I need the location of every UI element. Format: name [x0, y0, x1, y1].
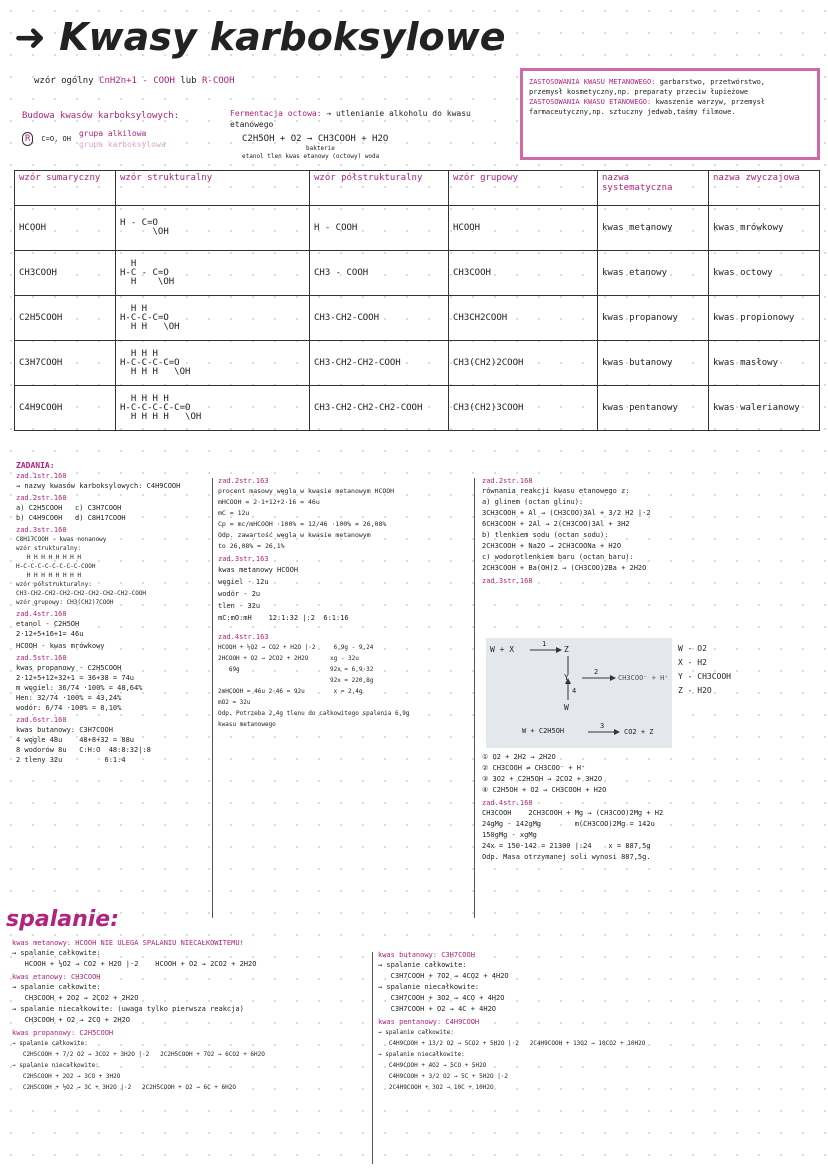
semi-formula: CH3-CH2-COOH — [310, 296, 449, 341]
table-header: nazwa systematyczna — [598, 171, 709, 206]
task-text: C8H17COOH - kwas nonanowy wzór strukturalny: H H H H H H H H H-C-C-C-C-C-C-C-C-COOH H H H H H H H H wzór półstrukturalny: CH3-CH2-CH2-CH2-CH2-CH2-CH2-CH2-COOH wzór grupowy: CH3(CH2)7COOH — [16, 536, 147, 606]
task-text: procent masowy węgla w kwasie metanowym HCOOH mHCOOH = 2·1+12+2·16 = 46u mC = 12u Cp = mc/mHCOOH ·100% = 12/46 ·100% = 26,08% Odp. zawartość węgla w kwasie metanowym to 26,08% ≈ 26,1% — [218, 487, 395, 550]
table-header: wzór półstrukturalny — [310, 171, 449, 206]
burning-heading: kwas metanowy: HCOOH NIE ULEGA SPALANIU NIECAŁKOWITEMU! — [12, 939, 244, 947]
burning-heading: kwas etanowy: CH3COOH — [12, 973, 101, 981]
task-text: HCOOH + ½O2 → CO2 + H2O |·2 6,9g - 9,24 2HCOOH + O2 → 2CO2 + 2H2O xg - 32u 69g 92x = 6,9·32 92x = 220,8g 2mHCOOH = 46u 2·46 = 92u x = 2,4g mO2 = 32u Odp. Potrzeba 2,4g tlenu do całkowitego spalenia 6,9g kwasu metanowego — [218, 644, 410, 728]
table-row — [15, 386, 820, 431]
task-heading: zad.3str.163 — [218, 555, 269, 563]
task-heading: zad.4str.160 — [16, 610, 67, 618]
burning-text: → spalanie całkowite: HCOOH + ½O2 → CO2 + H2O |·2 HCOOH + O2 → 2CO2 + 2H2O — [12, 949, 257, 968]
sum-formula: CH3COOH — [15, 251, 116, 296]
table-row — [15, 296, 820, 341]
reaction-scheme-image: W + X 1 Z Y 2 CH3COO⁻ + H⁺ 4 W W + C2H5OH 3 CO2 + Z — [486, 638, 672, 748]
page-title: ➜ Kwasy karboksylowe — [14, 15, 506, 59]
common-name: kwas mrówkowy — [709, 206, 820, 251]
systematic-name: kwas butanowy — [598, 341, 709, 386]
sum-formula: C4H9COOH — [15, 386, 116, 431]
arrow-icon: ➜ — [14, 15, 46, 59]
tasks-heading: ZADANIA: — [16, 461, 55, 470]
group-formula: CH3CH2COOH — [449, 296, 598, 341]
common-name: kwas propionowy — [709, 296, 820, 341]
acids-table — [14, 170, 820, 431]
burning-text: → spalanie całkowite: C3H7COOH + 7O2 → 4CO2 + 4H2O → spalanie niecałkowite: C3H7COOH + 3O2 → 4CO + 4H2O C3H7COOH + O2 → 4C + 4H2O — [378, 961, 509, 1013]
semi-formula: CH3-CH2-CH2-CH2-COOH — [310, 386, 449, 431]
burning-text: → spalanie całkowite: CH3COOH + 2O2 → 2CO2 + 2H2O → spalanie niecałkowite: (uwaga tylko pierwsza reakcja) CH3COOH + O2 → 2CO + 2H2O — [12, 983, 244, 1024]
scheme-answers: W - O2 X - H2 Y - CH3COOH Z - H2O — [678, 644, 731, 695]
carboxyl-fragment: C=O, OH — [41, 135, 71, 143]
task-text: kwas propanowy - C2H5COOH 2·12+5+12+32+1 = 36+38 = 74u m węgiel: 36/74 ·100% = 48,64% Hen: 32/74 ·100% = 43,24% wodór: 6/74 ·100% = 8,10% — [16, 664, 143, 712]
build-title: Budowa kwasów karboksylowych: — [22, 111, 180, 121]
task-text: kwas butanowy: C3H7COOH 4 węgle 48u 48+8+32 = 88u 8 wodorów 8u C:H:O 48:8:32|:8 2 tleny 32u 6:1:4 — [16, 726, 151, 764]
tasks-column-2 — [218, 476, 470, 732]
task-heading: zad.6str.160 — [16, 716, 67, 724]
task-text: HCOOH - kwas mrówkowy — [16, 642, 105, 650]
systematic-name: kwas pentanowy — [598, 386, 709, 431]
table-header: wzór strukturalny — [116, 171, 310, 206]
fermentation-note: Fermentacja octowa: → utlenianie alkoholu do kwasu etanowego C2H5OH + O2 → CH3COOH + H2O bakterie etanol tlen kwas etanowy (octowy) woda — [230, 109, 471, 160]
table-header-row — [15, 171, 820, 206]
table-row — [15, 206, 820, 251]
task-heading: zad.4str.168 — [482, 799, 533, 807]
task-heading: zad.2str.168 — [482, 477, 533, 485]
systematic-name: kwas etanowy — [598, 251, 709, 296]
sum-formula: HCOOH — [15, 206, 116, 251]
struct-formula: H H H-C-C-C=O H H \OH — [116, 296, 310, 341]
table-header: nazwa zwyczajowa — [709, 171, 820, 206]
semi-formula: CH3 - COOH — [310, 251, 449, 296]
common-name: kwas octowy — [709, 251, 820, 296]
task-heading: zad.2str.160 — [16, 494, 67, 502]
build-section — [22, 110, 222, 150]
struct-formula: H H-C - C=O H \OH — [116, 251, 310, 296]
column-divider — [372, 952, 373, 1164]
table-header: wzór sumaryczny — [15, 171, 116, 206]
alkyl-group-label: grupa alkilowa — [78, 129, 147, 138]
task-text: CH3COOH 2CH3COOH + Mg → (CH3COO)2Mg + H2 24gMg - 142gMg m(CH3COO)2Mg = 142u 150gMg - xgMg 24x = 150·142 = 21300 |:24 x = 887,5g Odp. Masa otrzymanej soli wynosi 887,5g. — [482, 809, 664, 861]
carboxyl-group-label: grupa karboksylowa — [78, 140, 166, 149]
task-text: a) C2H5COOH c) C3H7COOH b) C4H9COOH d) C8H17COOH — [16, 504, 126, 522]
group-formula: CH3COOH — [449, 251, 598, 296]
group-formula: CH3(CH2)3COOH — [449, 386, 598, 431]
semi-formula: H - COOH — [310, 206, 449, 251]
applications-box: ZASTOSOWANIA KWASU METANOWEGO: garbarstwo, przetwórstwo, przemysł kosmetyczny,np. preparaty przeciw łupieżowe ZASTOSOWANIA KWASU ETANOWEGO: kwaszenie warzyw, przemysł farmaceutyczny,np. sztuczny jedwab,taśmy filmowe. — [520, 68, 820, 160]
task-heading: zad.4str.163 — [218, 633, 269, 641]
burning-heading: kwas butanowy: C3H7COOH — [378, 951, 475, 959]
sum-formula: C3H7COOH — [15, 341, 116, 386]
burning-text: → spalanie całkowite: C4H9COOH + 13/2 O2 → 5CO2 + 5H2O |·2 2C4H9COOH + 13O2 → 10CO2 + 10H2O → spalanie niecałkowite: C4H9COOH + 4O2 → 5CO + 5H2O C4H9COOH + 3/2 O2 → 5C + 5H2O |·2 2C4H9COOH + 3O2 → 10C + 10H2O — [378, 1029, 646, 1091]
table-row — [15, 251, 820, 296]
general-formula: wzór ogólny CnH2n+1 - COOH lub R-COOH — [34, 76, 235, 86]
burning-column-1 — [12, 938, 372, 1095]
task-heading: zad.1str.160 — [16, 472, 67, 480]
burning-heading: kwas propanowy: C2H5COOH — [12, 1029, 114, 1037]
task-text: etanol - C2H5OH 2·12+5+16+1= 46u — [16, 620, 84, 638]
systematic-name: kwas propanowy — [598, 296, 709, 341]
systematic-name: kwas metanowy — [598, 206, 709, 251]
common-name: kwas walerianowy — [709, 386, 820, 431]
struct-formula: H H H H-C-C-C-C=O H H H \OH — [116, 341, 310, 386]
burning-heading: kwas pentanowy: C4H9COOH — [378, 1018, 480, 1026]
task-heading: zad.5str.160 — [16, 654, 67, 662]
tasks-column-3 — [482, 476, 822, 588]
common-name: kwas masłowy — [709, 341, 820, 386]
group-formula: CH3(CH2)2COOH — [449, 341, 598, 386]
struct-formula: H H H H H-C-C-C-C-C=O H H H H \OH — [116, 386, 310, 431]
column-divider — [212, 478, 213, 918]
burning-text: → spalanie całkowite: C2H5COOH + 7/2 O2 → 3CO2 + 3H2O |·2 2C2H5COOH + 7O2 → 6CO2 + 6H2O → spalanie niecałkowite: C2H5COOH + 2O2 → 3CO + 3H2O C2H5COOH + ½O2 → 3C + 3H2O |·2 2C2H5COOH + O2 → 6C + 6H2O — [12, 1040, 265, 1091]
tasks-column-3b — [482, 752, 822, 865]
r-group-box: R — [22, 132, 33, 146]
task-text: równania reakcji kwasu etanowego z: a) glinem (octan glinu): 3CH3COOH + Al → (CH3COO)3Al + 3/2 H2 |·2 6CH3COOH + 2Al → 2(CH3COO)3Al + 3H2 b) tlenkiem sodu (octan sodu): 2CH3COOH + Na2O → 2CH3COONa + H2O c) wodorotlenkiem baru (octan baru): 2CH3COOH + Ba(OH)2 → (CH3COO)2Ba + 2H2O — [482, 487, 651, 572]
sum-formula: C2H5COOH — [15, 296, 116, 341]
burning-title: spalanie: — [6, 907, 119, 932]
task-text: kwas metanowy HCOOH węgiel - 12u wodór - 2u tlen - 32u mC:mO:mH 12:1:32 |:2 6:1:16 — [218, 566, 349, 622]
task-heading: zad.3str.168 — [482, 577, 533, 585]
task-text: ① O2 + 2H2 → 2H2O ② CH3COOH ⇌ CH3COO⁻ + H⁺ ③ 3O2 + C2H5OH → 2CO2 + 3H2O ④ C2H5OH + O2 → CH3COOH + H2O — [482, 753, 607, 794]
column-divider — [474, 478, 475, 918]
tasks-column-1 — [16, 460, 206, 767]
table-row — [15, 341, 820, 386]
semi-formula: CH3-CH2-CH2-COOH — [310, 341, 449, 386]
task-heading: zad.2str.163 — [218, 477, 269, 485]
group-formula: HCOOH — [449, 206, 598, 251]
table-header: wzór grupowy — [449, 171, 598, 206]
task-text: → nazwy kwasów karboksylowych: C4H9COOH — [16, 482, 181, 490]
struct-formula: H - C=O \OH — [116, 206, 310, 251]
task-heading: zad.3str.160 — [16, 526, 67, 534]
burning-column-2 — [378, 950, 818, 1095]
